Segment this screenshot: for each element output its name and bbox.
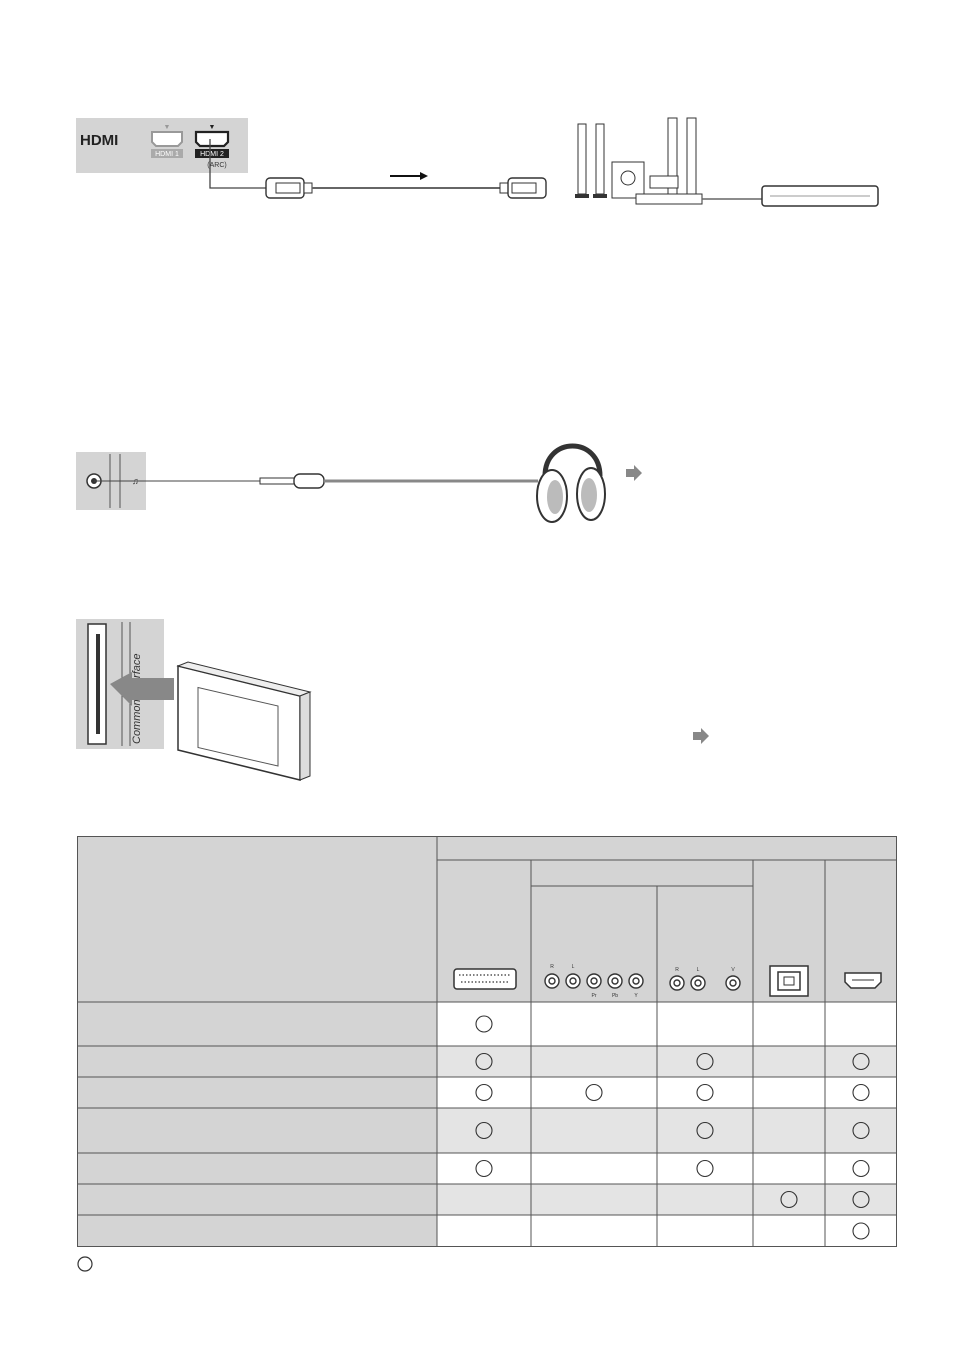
compatible-mark [853,1161,869,1177]
svg-text:▼: ▼ [208,124,216,131]
av-l-label: L [571,964,575,970]
hdmi-plug-right [508,178,546,198]
reference-arrow-icon-2 [693,728,709,744]
ci-module-card [178,662,310,780]
table-row-label-cell [77,1077,437,1108]
hdmi1-port-icon [152,132,182,146]
y-label: Y [634,993,638,999]
av-r-label: R [550,964,554,970]
reference-arrow-icon [626,465,642,481]
legend-circle-icon [78,1257,92,1271]
hdmi-logo: HDMI [80,132,119,149]
hdmi2-port-icon [196,132,228,146]
headphone-port-icon: ♫ [132,476,139,486]
table-row-shading [437,1184,897,1215]
compatible-mark [476,1016,492,1032]
ci-diagram [70,614,720,784]
player-device-icon [762,186,878,206]
hdmi1-label: HDMI 1 [155,151,179,158]
compatible-mark [697,1085,713,1101]
table-row-label-cell [77,1108,437,1153]
table-row-label-cell [77,1002,437,1046]
legend-marker [77,1256,93,1272]
headphones-icon [537,446,605,522]
compatible-mark [476,1161,492,1177]
pr-label: Pr [591,993,597,999]
home-theater-icon [575,118,702,204]
av2-r-label: R [675,967,679,973]
av2-v-label: V [731,967,735,973]
compatible-mark [697,1161,713,1177]
table-row-label-cell [77,1215,437,1247]
svg-text:▼: ▼ [163,124,171,131]
hdmi-terminal-icon [845,973,881,988]
compatible-mark [853,1085,869,1101]
table-row-shading [437,1046,897,1077]
table-row-label-cell [77,1046,437,1077]
connection-table [77,836,897,1247]
table-row-shading [437,1108,897,1153]
headphone-diagram [70,436,690,532]
compatible-mark [853,1223,869,1239]
arc-label: (ARC) [207,162,227,169]
hdmi-plug-left [266,178,304,198]
scart-terminal-icon [454,969,516,989]
compatible-mark [476,1085,492,1101]
hdmi2-label: HDMI 2 [200,151,224,158]
table-row-label-cell [77,1153,437,1184]
optical-terminal-icon [770,966,808,996]
table-row-label-cell [77,1184,437,1215]
headphone-jack [260,478,294,484]
av2-l-label: L [696,967,700,973]
pb-label: Pb [611,993,619,999]
compatible-mark [586,1085,602,1101]
hdmi-diagram [70,110,890,220]
